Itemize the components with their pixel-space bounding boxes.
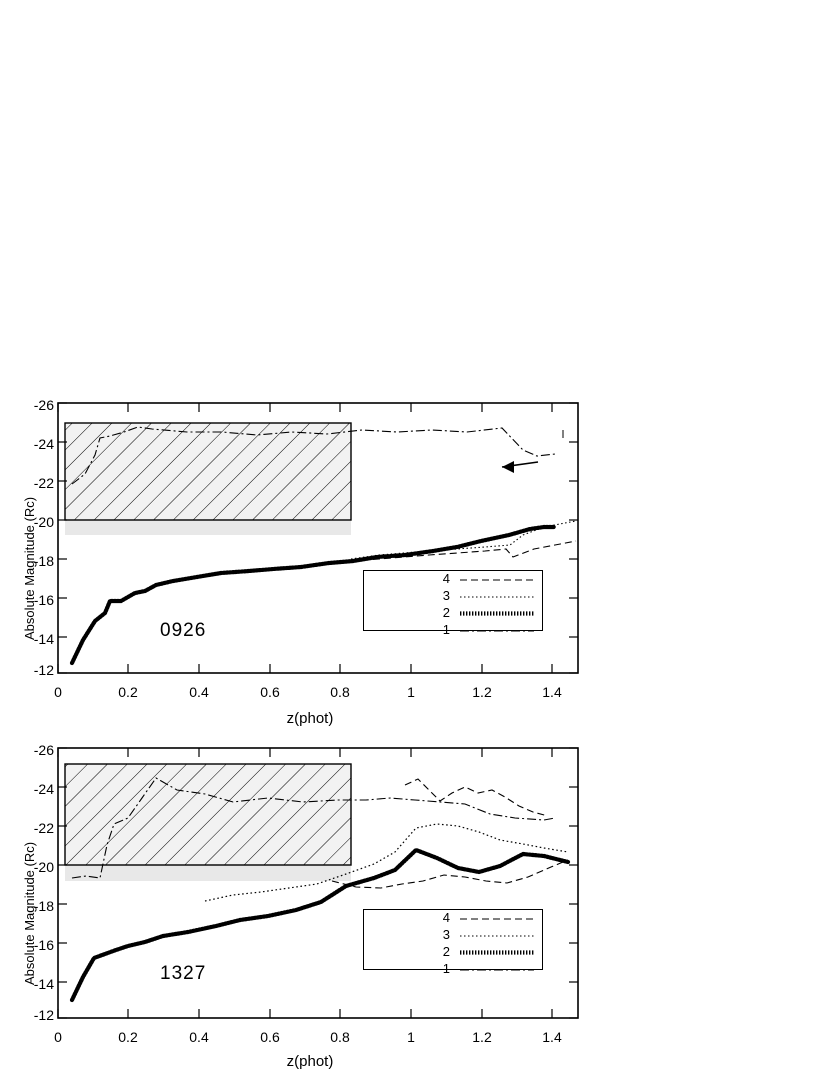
- x-tick-label: 0.6: [260, 684, 280, 700]
- y-tick-label: -18: [33, 898, 54, 914]
- legend-row: [364, 944, 542, 961]
- x-tick-label: 1.2: [472, 684, 492, 700]
- y-axis-label-bottom: Absolute Magnitude (Rc): [22, 841, 37, 985]
- x-tick-label: 0.2: [118, 1029, 138, 1045]
- y-tick-label: -26: [33, 742, 54, 758]
- legend-sample-dotted: [460, 935, 534, 937]
- x-tick-label: 1.2: [472, 1029, 492, 1045]
- x-axis-label-bottom: z(phot): [286, 1053, 334, 1070]
- legend-sample-dashed: [460, 918, 534, 920]
- y-tick-label: -14: [33, 976, 54, 992]
- legend-row: [364, 961, 542, 978]
- legend-sample-dash-dot: [460, 969, 534, 971]
- legend-bottom: [363, 909, 543, 976]
- panel-title-0926: 0926: [160, 620, 207, 641]
- x-tick-label: 0.4: [189, 1029, 209, 1045]
- legend-label: 3: [442, 588, 450, 603]
- y-tick-label: -20: [33, 514, 54, 530]
- y-tick-label: -16: [33, 937, 54, 953]
- legend-label: 4: [442, 910, 450, 925]
- legend-row: [364, 910, 542, 927]
- y-tick-label: -24: [33, 436, 54, 452]
- y-tick-label: -26: [33, 397, 54, 413]
- series-overlap-bottom: [405, 779, 548, 816]
- x-tick-label: 0.8: [330, 1029, 350, 1045]
- y-tick-label: -12: [33, 662, 54, 678]
- x-tick-label: 1: [407, 684, 415, 700]
- hatched-box-bottom: [65, 764, 351, 865]
- y-tick-label: -22: [33, 475, 54, 491]
- y-axis-label-top: Absolute Magnitude (Rc): [22, 496, 37, 640]
- x-axis-label-top: z(phot): [286, 710, 334, 727]
- legend-label: 4: [442, 571, 450, 586]
- legend-label: 1: [442, 622, 450, 637]
- x-tick-label: 0.4: [189, 684, 209, 700]
- x-tick-label: 0.2: [118, 684, 138, 700]
- x-tick-label: 0.8: [330, 684, 350, 700]
- x-tick-label: 1: [407, 1029, 415, 1045]
- y-tick-label: -18: [33, 553, 54, 569]
- y-tick-label: -20: [33, 859, 54, 875]
- light-band-bottom: [65, 865, 351, 881]
- x-tick-label: 1.4: [542, 1029, 562, 1045]
- panel-title-1327: 1327: [160, 963, 207, 984]
- y-tick-label: -16: [33, 592, 54, 608]
- legend-label: 3: [442, 927, 450, 942]
- x-tick-label: 1.4: [542, 684, 562, 700]
- legend-label: 2: [442, 605, 450, 620]
- x-tick-label: 0: [54, 684, 62, 700]
- y-tick-label: -24: [33, 781, 54, 797]
- y-tick-label: -14: [33, 631, 54, 647]
- x-tick-label: 0: [54, 1029, 62, 1045]
- legend-row: [364, 927, 542, 944]
- legend-sample-thick-dotted: [460, 950, 534, 955]
- legend-label: 1: [442, 961, 450, 976]
- y-tick-label: -22: [33, 820, 54, 836]
- x-tick-label: 0.6: [260, 1029, 280, 1045]
- y-tick-label: -12: [33, 1007, 54, 1023]
- legend-label: 2: [442, 944, 450, 959]
